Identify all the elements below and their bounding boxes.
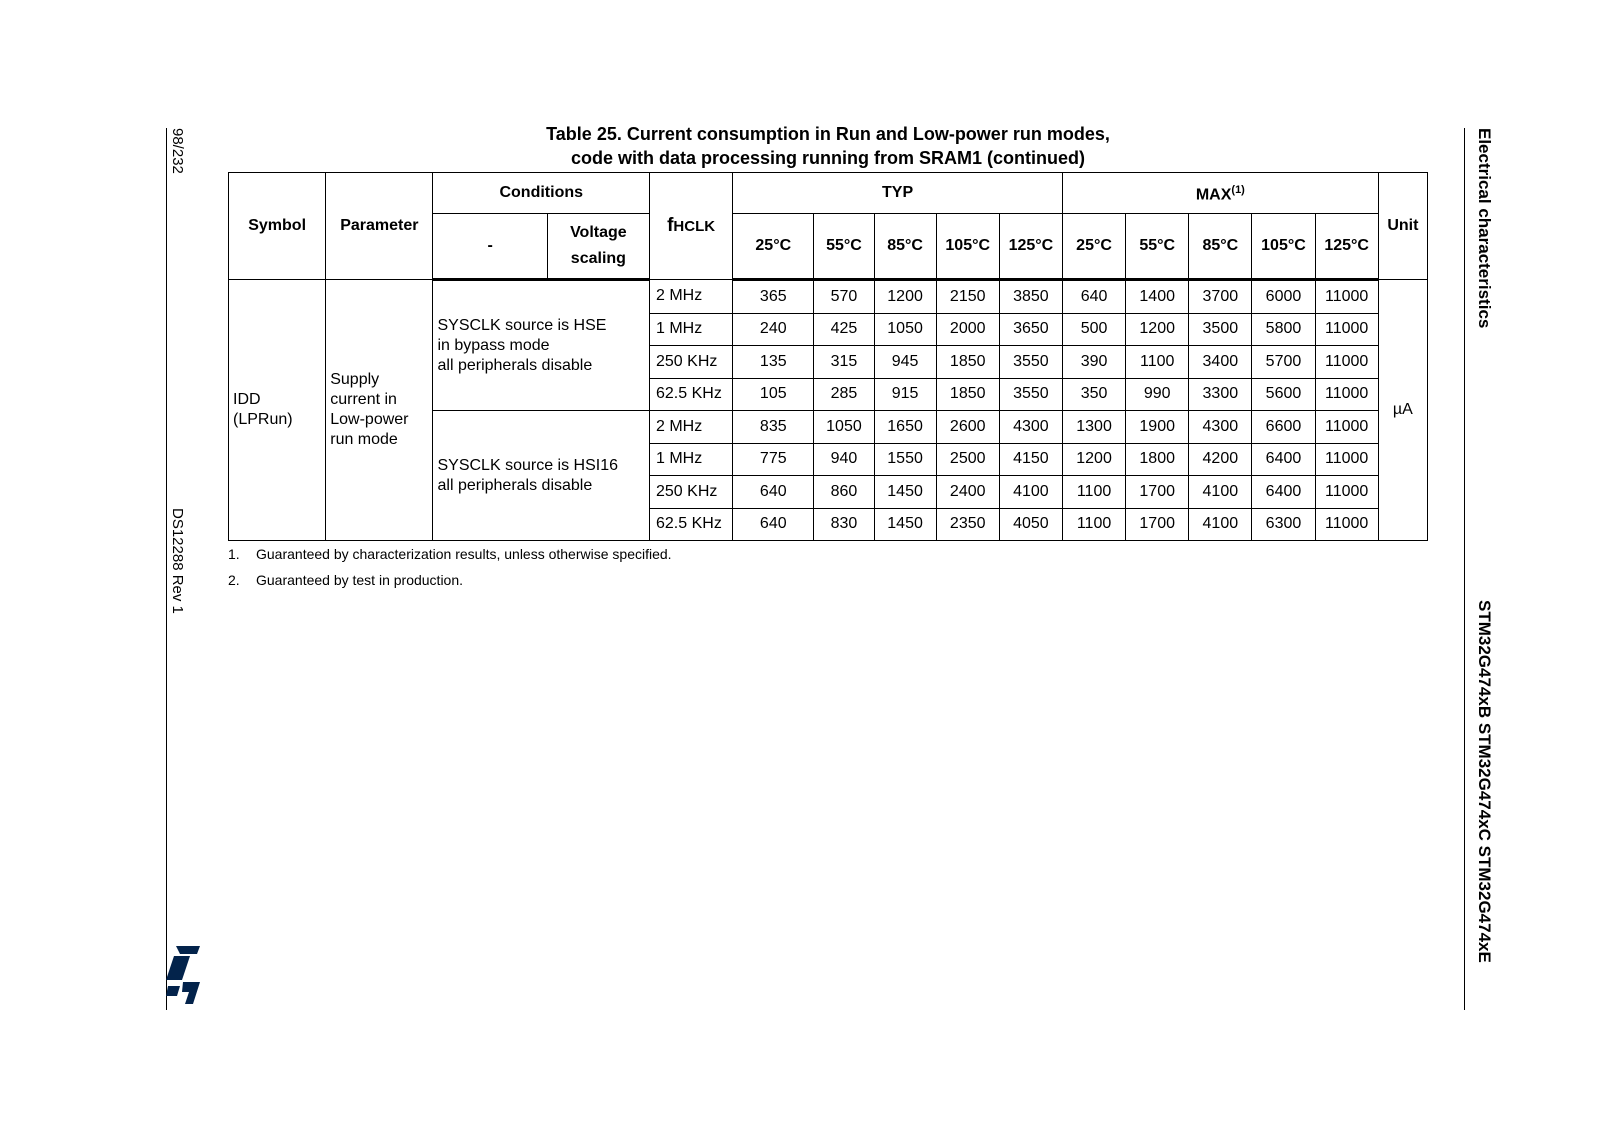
max-value-cell: 1200 xyxy=(1126,313,1189,346)
parameter-line: run mode xyxy=(330,431,398,448)
footnote-text: Guaranteed by characterization results, unless otherwise specified. xyxy=(256,546,672,562)
max-value-cell: 6600 xyxy=(1252,411,1315,444)
header-max-temp: 105°C xyxy=(1252,214,1315,280)
typ-value-cell: 3550 xyxy=(999,378,1062,411)
header-typ: TYP xyxy=(733,173,1063,214)
header-parameter: Parameter xyxy=(326,173,433,280)
frequency-cell: 250 KHz xyxy=(650,476,733,509)
max-value-cell: 640 xyxy=(1062,280,1125,314)
parameter-line: Supply xyxy=(330,371,380,388)
max-value-cell: 4100 xyxy=(1189,476,1252,509)
condition-cell xyxy=(433,411,650,541)
typ-value-cell: 4050 xyxy=(999,508,1062,541)
header-typ-temp: 55°C xyxy=(814,214,874,280)
unit-cell: µA xyxy=(1378,280,1427,541)
section-header: Electrical characteristics xyxy=(1475,128,1494,329)
header-voltage-scaling xyxy=(547,214,649,280)
typ-value-cell: 2500 xyxy=(936,443,999,476)
typ-value-cell: 285 xyxy=(814,378,874,411)
header-max xyxy=(1062,173,1378,214)
max-value-cell: 11000 xyxy=(1315,378,1378,411)
max-value-cell: 1100 xyxy=(1062,508,1125,541)
frequency-cell: 1 MHz xyxy=(650,313,733,346)
header-max-temp: 25°C xyxy=(1062,214,1125,280)
max-value-cell: 390 xyxy=(1062,346,1125,379)
footnote xyxy=(228,545,672,571)
max-value-cell: 4300 xyxy=(1189,411,1252,444)
typ-value-cell: 135 xyxy=(733,346,814,379)
left-margin-rule xyxy=(166,128,167,1010)
typ-value-cell: 1450 xyxy=(874,476,936,509)
max-value-cell: 6000 xyxy=(1252,280,1315,314)
header-max-temp: 85°C xyxy=(1189,214,1252,280)
footnote-number: 1. xyxy=(228,546,240,562)
table-row xyxy=(229,280,1428,314)
typ-value-cell: 830 xyxy=(814,508,874,541)
header-fhclk xyxy=(650,173,733,280)
max-value-cell: 1100 xyxy=(1062,476,1125,509)
typ-value-cell: 4300 xyxy=(999,411,1062,444)
current-consumption-table xyxy=(228,172,1428,541)
typ-value-cell: 3850 xyxy=(999,280,1062,314)
header-conditions: Conditions xyxy=(433,173,650,214)
max-footnote-ref: (1) xyxy=(1231,184,1245,197)
typ-value-cell: 1050 xyxy=(874,313,936,346)
max-value-cell: 4200 xyxy=(1189,443,1252,476)
symbol-cell xyxy=(229,280,326,541)
max-value-cell: 3500 xyxy=(1189,313,1252,346)
right-margin-rule xyxy=(1464,128,1465,1010)
max-value-cell: 11000 xyxy=(1315,476,1378,509)
footnote xyxy=(228,571,672,597)
typ-value-cell: 365 xyxy=(733,280,814,314)
parameter-line: current in xyxy=(330,391,397,408)
max-value-cell: 990 xyxy=(1126,378,1189,411)
condition-line: all peripherals disable xyxy=(437,476,593,494)
condition-line: all peripherals disable xyxy=(437,356,593,374)
max-value-cell: 6400 xyxy=(1252,443,1315,476)
header-symbol: Symbol xyxy=(229,173,326,280)
frequency-cell: 62.5 KHz xyxy=(650,378,733,411)
typ-value-cell: 1050 xyxy=(814,411,874,444)
typ-value-cell: 1850 xyxy=(936,378,999,411)
header-unit: Unit xyxy=(1378,173,1427,280)
max-value-cell: 6400 xyxy=(1252,476,1315,509)
voltage-line-1: Voltage xyxy=(570,224,627,241)
max-value-cell: 1700 xyxy=(1126,476,1189,509)
max-value-cell: 1100 xyxy=(1126,346,1189,379)
typ-value-cell: 940 xyxy=(814,443,874,476)
max-value-cell: 5700 xyxy=(1252,346,1315,379)
typ-value-cell: 1450 xyxy=(874,508,936,541)
typ-value-cell: 915 xyxy=(874,378,936,411)
max-value-cell: 5600 xyxy=(1252,378,1315,411)
typ-value-cell: 4100 xyxy=(999,476,1062,509)
caption-line-1: Table 25. Current consumption in Run and Low-power run modes, xyxy=(546,124,1110,144)
typ-value-cell: 1550 xyxy=(874,443,936,476)
typ-value-cell: 835 xyxy=(733,411,814,444)
max-value-cell: 11000 xyxy=(1315,280,1378,314)
typ-value-cell: 240 xyxy=(733,313,814,346)
parameter-line: Low-power xyxy=(330,411,409,428)
table-body xyxy=(229,280,1428,541)
typ-value-cell: 945 xyxy=(874,346,936,379)
max-value-cell: 11000 xyxy=(1315,411,1378,444)
typ-value-cell: 315 xyxy=(814,346,874,379)
max-value-cell: 11000 xyxy=(1315,313,1378,346)
header-typ-temp: 85°C xyxy=(874,214,936,280)
frequency-cell: 250 KHz xyxy=(650,346,733,379)
typ-value-cell: 3650 xyxy=(999,313,1062,346)
typ-value-cell: 1850 xyxy=(936,346,999,379)
condition-line: SYSCLK source is HSE xyxy=(437,316,607,334)
typ-value-cell: 3550 xyxy=(999,346,1062,379)
max-value-cell: 1400 xyxy=(1126,280,1189,314)
typ-value-cell: 4150 xyxy=(999,443,1062,476)
table-caption xyxy=(228,122,1428,170)
max-value-cell: 5800 xyxy=(1252,313,1315,346)
typ-value-cell: 425 xyxy=(814,313,874,346)
symbol-line: IDD xyxy=(233,391,261,408)
max-label: MAX xyxy=(1195,186,1232,204)
max-value-cell: 3300 xyxy=(1189,378,1252,411)
frequency-cell: 62.5 KHz xyxy=(650,508,733,541)
condition-cell xyxy=(433,280,650,411)
document-revision: DS12288 Rev 1 xyxy=(169,508,186,614)
parameter-cell xyxy=(326,280,433,541)
typ-value-cell: 640 xyxy=(733,508,814,541)
header-typ-temp: 25°C xyxy=(733,214,814,280)
typ-value-cell: 1200 xyxy=(874,280,936,314)
max-value-cell: 4100 xyxy=(1189,508,1252,541)
typ-value-cell: 640 xyxy=(733,476,814,509)
voltage-line-2: scaling xyxy=(570,250,626,267)
page-number: 98/232 xyxy=(169,128,186,174)
max-value-cell: 6300 xyxy=(1252,508,1315,541)
header-typ-temp: 125°C xyxy=(999,214,1062,280)
max-value-cell: 11000 xyxy=(1315,346,1378,379)
fhclk-f: f xyxy=(667,214,674,236)
header-typ-temp: 105°C xyxy=(936,214,999,280)
max-value-cell: 11000 xyxy=(1315,508,1378,541)
max-value-cell: 11000 xyxy=(1315,443,1378,476)
typ-value-cell: 1650 xyxy=(874,411,936,444)
max-value-cell: 1900 xyxy=(1126,411,1189,444)
max-value-cell: 500 xyxy=(1062,313,1125,346)
typ-value-cell: 2600 xyxy=(936,411,999,444)
header-max-temp: 55°C xyxy=(1126,214,1189,280)
typ-value-cell: 775 xyxy=(733,443,814,476)
footnote-text: Guaranteed by test in production. xyxy=(256,572,464,588)
typ-value-cell: 105 xyxy=(733,378,814,411)
typ-value-cell: 570 xyxy=(814,280,874,314)
product-header: STM32G474xB STM32G474xC STM32G474xE xyxy=(1475,600,1494,963)
max-value-cell: 3400 xyxy=(1189,346,1252,379)
frequency-cell: 1 MHz xyxy=(650,443,733,476)
max-value-cell: 1800 xyxy=(1126,443,1189,476)
max-value-cell: 1700 xyxy=(1126,508,1189,541)
typ-value-cell: 2000 xyxy=(936,313,999,346)
st-logo xyxy=(166,946,200,1009)
caption-line-2: code with data processing running from SRAM1 (continued) xyxy=(570,148,1086,168)
max-value-cell: 3700 xyxy=(1189,280,1252,314)
condition-line: SYSCLK source is HSI16 xyxy=(437,456,619,474)
condition-line: in bypass mode xyxy=(437,336,550,354)
max-value-cell: 1200 xyxy=(1062,443,1125,476)
max-value-cell: 350 xyxy=(1062,378,1125,411)
typ-value-cell: 2150 xyxy=(936,280,999,314)
header-max-temp: 125°C xyxy=(1315,214,1378,280)
typ-value-cell: 2400 xyxy=(936,476,999,509)
fhclk-sub: HCLK xyxy=(673,217,716,235)
footnote-number: 2. xyxy=(228,572,240,588)
frequency-cell: 2 MHz xyxy=(650,411,733,444)
typ-value-cell: 2350 xyxy=(936,508,999,541)
frequency-cell: 2 MHz xyxy=(650,280,733,314)
footnotes xyxy=(228,545,672,597)
header-condition-dash: - xyxy=(433,214,547,280)
typ-value-cell: 860 xyxy=(814,476,874,509)
symbol-line: (LPRun) xyxy=(233,411,293,428)
max-value-cell: 1300 xyxy=(1062,411,1125,444)
